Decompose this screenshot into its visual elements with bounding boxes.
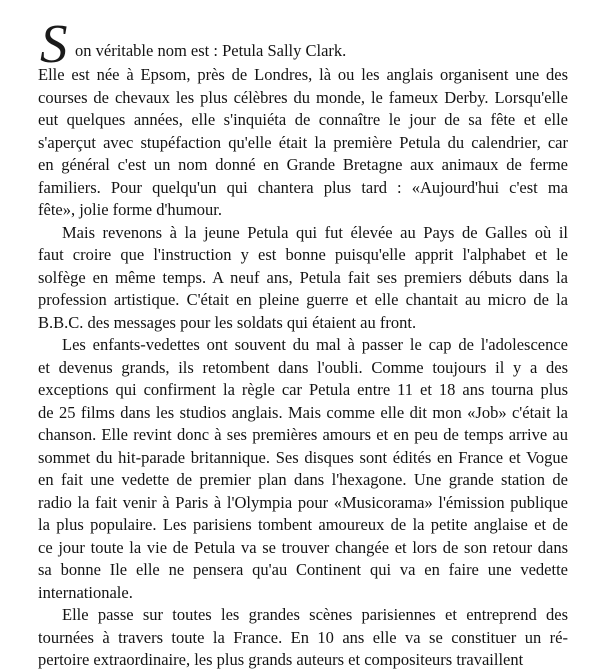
text-line: Les enfants-vedettes ont souvent du mal à passer le cap de l'adolescence [62, 335, 568, 354]
text-line: chanson. Elle revint donc à ses premières amours et en peu de temps arrive au [38, 425, 568, 444]
text-line: en général c'est un nom donné en Grande Bretagne aux animaux de ferme [38, 155, 568, 174]
text-line: la plus populaire. Les parisiens tombent amoureux de la petite anglaise et de [38, 515, 568, 534]
biography-text [38, 13, 568, 672]
text-line: s'aperçut avec stupéfaction qu'elle était la première Petula du calendrier, car [38, 132, 568, 152]
text-line: et devenus grands, ils retombent dans l'oubli. Comme toujours il y a des [38, 357, 568, 377]
text-line: B.B.C. des messages pour les soldats qui étaient au front. [38, 312, 417, 332]
text-line: pertoire extraordinaire, les plus grands auteurs et compositeurs travaillent [38, 650, 524, 669]
drop-cap-letter: S [40, 13, 68, 74]
text-line: courses de chevaux les plus célèbres du monde, le fameux Derby. Lorsqu'elle [38, 87, 568, 107]
paragraphs [38, 64, 568, 672]
text-line: de 25 films dans les studios anglais. Mais comme elle dit mon «Job» c'était la [38, 402, 568, 422]
text-line: sa bonne Ile elle ne pensera qu'au Continent qui va en faire une vedette [38, 560, 568, 579]
text-line: fête», jolie forme d'humour. [38, 200, 222, 219]
text-line: Mais revenons à la jeune Petula qui fut élevée au Pays de Galles où il [62, 222, 568, 242]
text-line: sommet du hit-parade britannique. Ses disques sont édités en France et Vogue [38, 447, 568, 467]
paragraph [38, 334, 568, 604]
text-line: solfège en même temps. A neuf ans, Petula fait ses premiers débuts dans la [38, 267, 568, 287]
text-line: familiers. Pour quelqu'un qui chantera plus tard : «Aujourd'hui c'est ma [38, 177, 568, 197]
text-line: Elle est née à Epsom, près de Londres, là ou les anglais organisent une des [38, 65, 568, 84]
text-line: profession artistique. C'était en pleine guerre et elle chantait au micro de la [38, 290, 568, 309]
text-line: exceptions qui confirment la règle car Petula entre 11 et 18 ans tourna plus [38, 380, 568, 399]
text-line: internationale. [38, 582, 133, 602]
text-line: eut quelques années, elle s'inquiéta de connaître le jour de sa fête et elle [38, 110, 568, 129]
text-line: en fait une vedette de premier plan dans l'hexagone. Une grande station de [38, 470, 568, 489]
text-line: radio la fait venir à Paris à l'Olympia pour «Musicorama» l'émission publique [38, 492, 568, 512]
text-line: Elle passe sur toutes les grandes scènes parisiennes et entreprend des [62, 605, 568, 624]
opening-line [38, 13, 568, 74]
paragraph [38, 604, 568, 672]
paragraph [38, 64, 568, 222]
opening-sentence: on véritable nom est : Petula Sally Clark. [75, 41, 347, 60]
text-line: faut croire que l'instruction y est bonne puisqu'elle apprit l'alphabet et le [38, 245, 568, 264]
text-line: tournées à travers toute la France. En 10 ans elle va se constituer un ré- [38, 627, 568, 647]
paragraph [38, 222, 568, 335]
text-line: ce jour toute la vie de Petula va se trouver changée et lors de son retour dans [38, 537, 568, 557]
